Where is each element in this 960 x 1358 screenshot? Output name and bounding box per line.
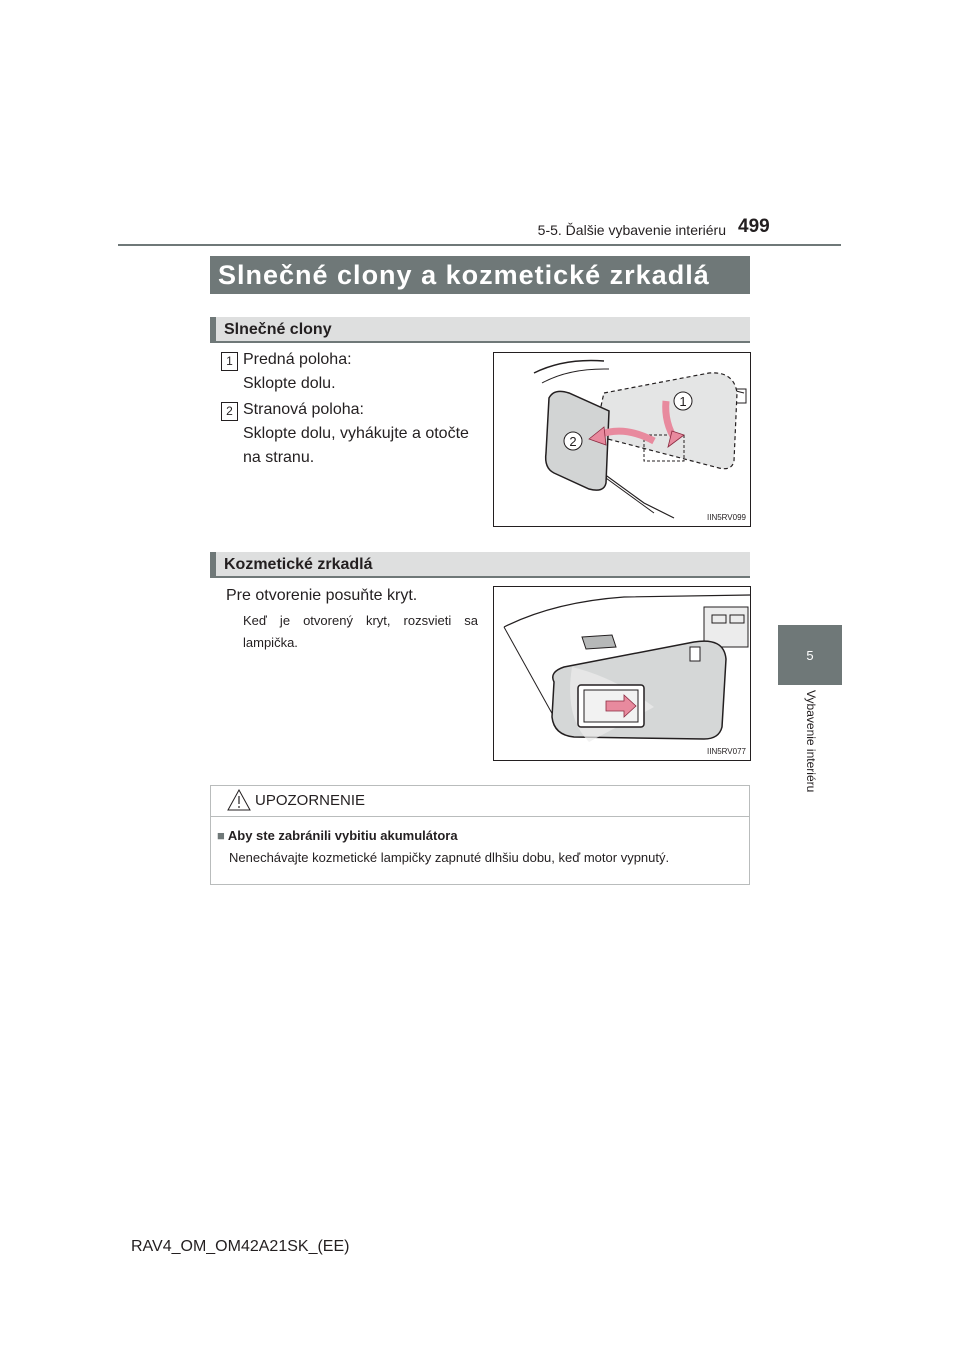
- item-2-line3: na stranu.: [243, 449, 315, 466]
- page-title: Slnečné clony a kozmetické zrkadlá: [210, 256, 750, 294]
- figure-code: IIN5RV099: [707, 513, 746, 522]
- item-2-line2: Sklopte dolu, vyhákujte a otočte: [243, 425, 469, 442]
- vanity-mirror-figure: [493, 586, 751, 761]
- vanity-mirrors-heading: Kozmetické zrkadlá: [210, 552, 750, 578]
- figure-code: IIN5RV077: [707, 747, 746, 756]
- caution-body: Nenechávajte kozmetické lampičky zapnuté dlhšiu dobu, keď motor vypnutý.: [229, 850, 670, 865]
- chapter-number: 5: [806, 647, 814, 663]
- item-1-line2: Sklopte dolu.: [243, 375, 336, 392]
- caution-bullet-title: Aby ste zabránili vybitiu akumulátora: [227, 828, 458, 843]
- item-1-line1: Predná poloha:: [243, 351, 352, 368]
- sun-visor-figure: [493, 352, 751, 527]
- caution-title: UPOZORNENIE: [255, 792, 366, 809]
- section-title: 5-5. Ďalšie vybavenie interiéru: [537, 222, 726, 238]
- vanity-note-line2: lampička.: [243, 635, 298, 650]
- item-2-line1: Stranová poloha:: [243, 401, 364, 418]
- callout-1: 1: [679, 394, 687, 409]
- vanity-instruction: Pre otvorenie posuňte kryt.: [226, 587, 418, 604]
- vanity-note-line1: Keď je otvorený kryt, rozsvieti sa: [243, 613, 478, 628]
- item-number-1: 1: [221, 352, 238, 371]
- chapter-tab: [778, 625, 842, 685]
- header-divider: [118, 244, 841, 246]
- document-code: RAV4_OM_OM42A21SK_(EE): [131, 1238, 350, 1255]
- sun-visors-heading: Slnečné clony: [210, 317, 750, 343]
- vanity-mirror-illustration: [494, 587, 750, 760]
- sun-visor-illustration: [494, 353, 750, 526]
- item-1-text: [243, 348, 352, 396]
- chapter-label: Vybavenie interiéru: [804, 690, 818, 793]
- warning-triangle-icon: [227, 789, 251, 811]
- vanity-note: [243, 610, 478, 654]
- callout-2: 2: [569, 434, 577, 449]
- bullet-square-icon: ■: [217, 828, 225, 843]
- item-2-text: [243, 398, 469, 470]
- caution-header: [211, 786, 749, 817]
- page-number: 499: [738, 216, 770, 237]
- chapter-label-container: [762, 690, 858, 820]
- caution-box: [210, 785, 750, 885]
- item-number-2: 2: [221, 402, 238, 421]
- caution-bullet: [217, 828, 458, 843]
